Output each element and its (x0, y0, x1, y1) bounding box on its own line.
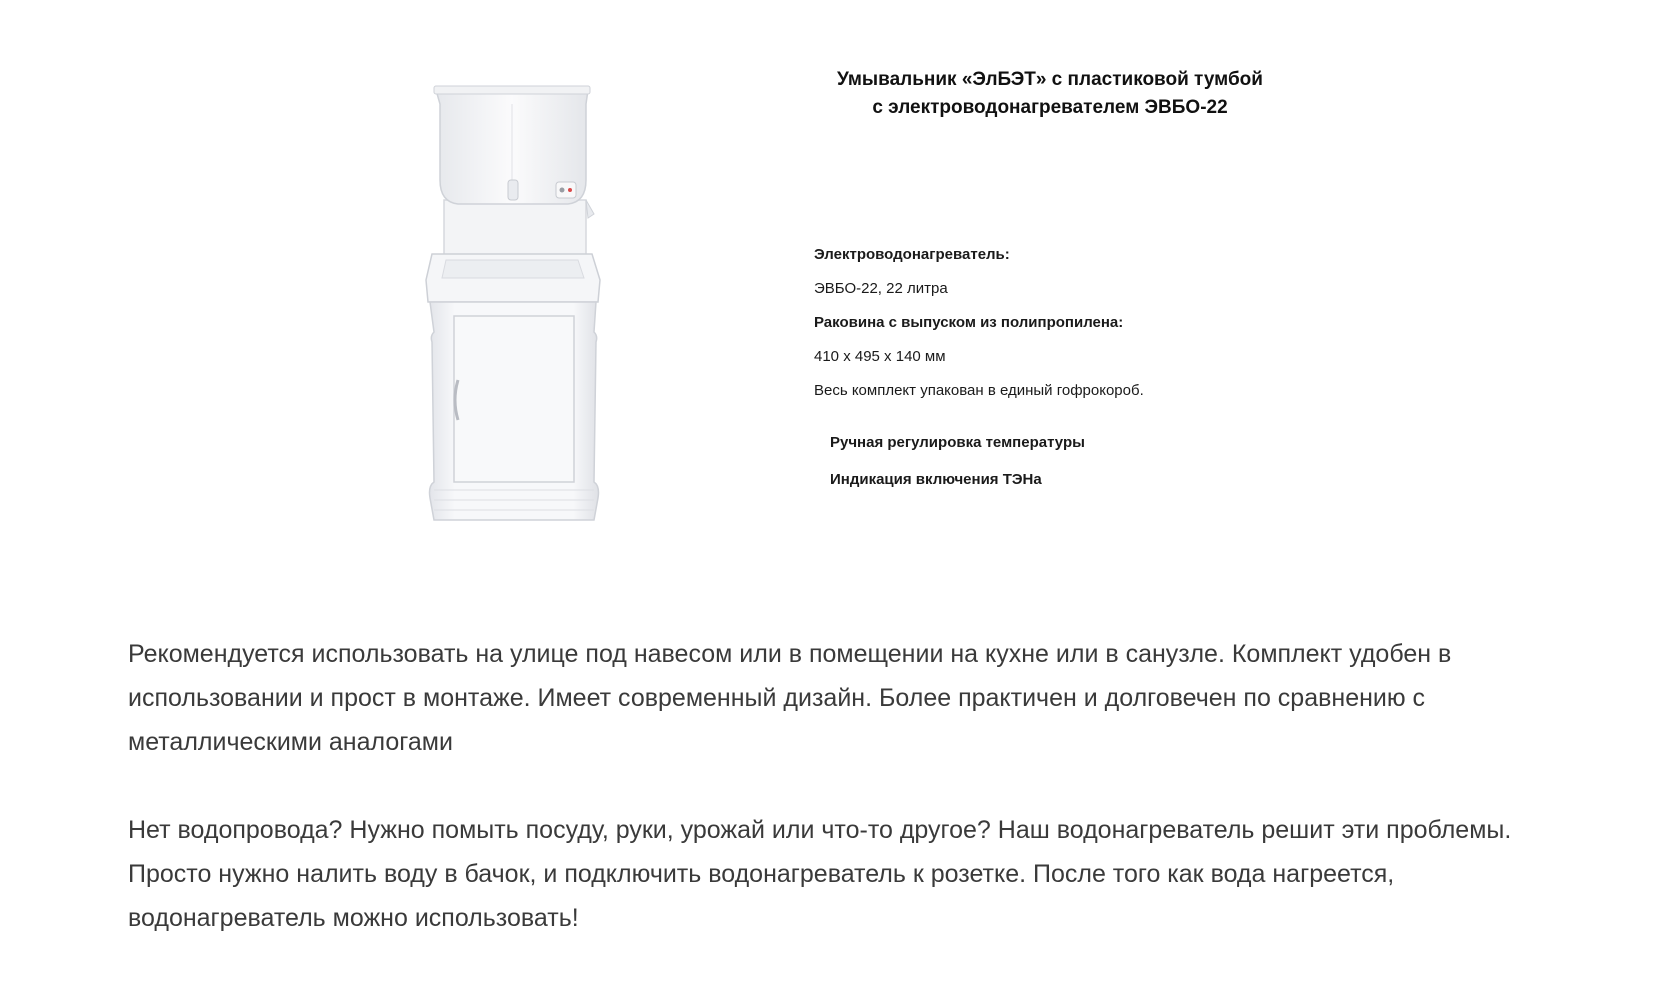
feature-list (830, 424, 1085, 498)
product-image (372, 80, 664, 526)
spec-heater-value: ЭВБО-22, 22 литра (814, 280, 948, 297)
tank-lid (434, 86, 590, 94)
product-title-line-1: Умывальник «ЭлБЭТ» с пластиковой тумбой (837, 69, 1263, 90)
spec-sink-label: Раковина с выпуском из полипропилена: (814, 314, 1124, 331)
paragraph-line: использовании и прост в монтаже. Имеет современный дизайн. Более практичен и долговечен по сравнению с (128, 684, 1426, 712)
paragraph-line: водонагреватель можно использовать! (128, 904, 579, 932)
product-title (760, 66, 1340, 122)
cabinet-door (454, 316, 574, 482)
description-paragraph-benefits (128, 808, 1628, 940)
paragraph-line: Нет водопровода? Нужно помыть посуду, руки, урожай или что-то другое? Наш водонагреватель решит эти проблемы. (128, 816, 1512, 844)
faucet-icon (508, 180, 518, 200)
feature-heater-indicator: Индикация включения ТЭНа (830, 471, 1042, 488)
washbasin-cabinet-illustration (372, 80, 664, 526)
temperature-control-icon (556, 182, 576, 198)
feature-temperature-control: Ручная регулировка температуры (830, 434, 1085, 451)
paragraph-line: Просто нужно налить воду в бачок, и подключить водонагреватель к розетке. После того как вода нагреется, (128, 860, 1395, 888)
spec-heater-label: Электроводонагреватель: (814, 246, 1010, 263)
spec-list (814, 238, 1144, 408)
product-title-line-2: с электроводонагревателем ЭВБО-22 (872, 97, 1228, 118)
spec-packaging-note: Весь комплект упакован в единый гофрокороб. (814, 382, 1144, 399)
description-paragraph-usage (128, 632, 1628, 764)
paragraph-line: Рекомендуется использовать на улице под навесом или в помещении на кухне или в санузле. Комплект удобен в (128, 640, 1452, 668)
paragraph-line: металлическими аналогами (128, 728, 453, 756)
spec-sink-value: 410 x 495 x 140 мм (814, 348, 946, 365)
